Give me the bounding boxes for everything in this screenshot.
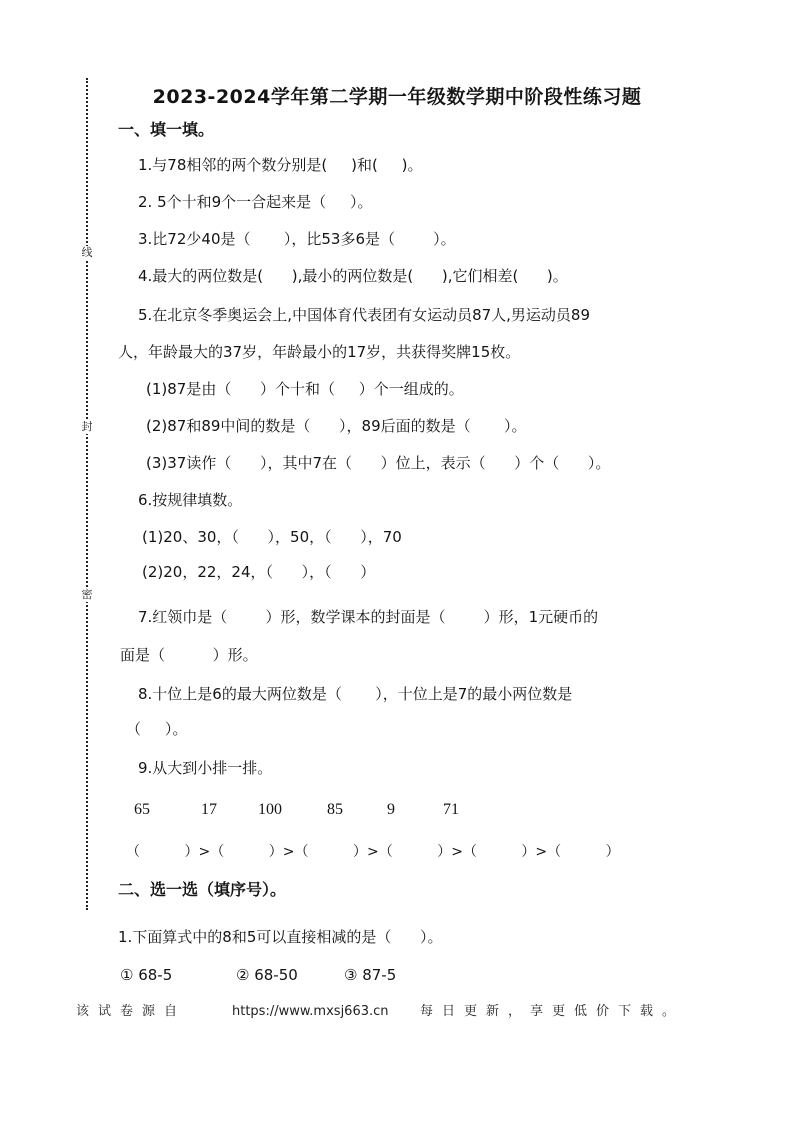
question-9: 9.从大到小排一排。	[138, 759, 273, 777]
section-2-heading: 二、选一选（填序号）。	[118, 880, 287, 899]
binding-line	[86, 78, 88, 910]
section-2-question-1: 1.下面算式中的8和5可以直接相减的是（ ）。	[118, 928, 443, 946]
question-7-line-2: 面是（ ）形。	[120, 646, 258, 664]
binding-char-seal: 封	[81, 420, 93, 433]
question-1: 1.与78相邻的两个数分别是( )和( )。	[138, 156, 423, 174]
question-6: 6.按规律填数。	[138, 491, 243, 509]
question-5-line-2: 人，年龄最大的37岁，年龄最小的17岁，共获得奖牌15枚。	[118, 343, 521, 361]
q9-answer-blanks: （ ）>（ ）>（ ）>（ ）>（ ）>（ ）	[126, 844, 620, 860]
section-1-heading: 一、填一填。	[118, 120, 215, 139]
question-5-sub-1: (1)87是由（ ）个十和（ ）个一组成的。	[146, 380, 464, 398]
question-6-sub-1: (1)20、30，（ ），50，（ ），70	[142, 528, 402, 546]
option-1: ① 68-5	[120, 966, 173, 984]
footer-source-text: 该试卷源自	[76, 1004, 187, 1019]
option-2: ② 68-50	[236, 966, 298, 984]
footer-url: https://www.mxsj663.cn	[232, 1004, 389, 1019]
question-8-line-2: （ ）。	[126, 720, 188, 738]
q9-number: 17	[201, 801, 217, 818]
question-4: 4.最大的两位数是( ),最小的两位数是( ),它们相差( )。	[138, 267, 568, 285]
question-8-line-1: 8.十位上是6的最大两位数是（ ），十位上是7的最小两位数是	[138, 685, 573, 703]
binding-char-secret: 密	[81, 588, 93, 601]
q9-number: 71	[443, 801, 459, 818]
page-title: 2023-2024学年第二学期一年级数学期中阶段性练习题	[152, 86, 642, 108]
q9-number: 85	[327, 801, 343, 818]
question-3: 3.比72少40是（ ），比53多6是（ ）。	[138, 230, 456, 248]
question-5-sub-2: (2)87和89中间的数是（ ），89后面的数是（ ）。	[146, 417, 527, 435]
question-5-line-1: 5.在北京冬季奥运会上,中国体育代表团有女运动员87人,男运动员89	[138, 306, 591, 324]
question-2: 2. 5个十和9个一合起来是（ ）。	[138, 193, 373, 211]
question-6-sub-2: (2)20，22，24，（ ），（ ）	[142, 563, 376, 581]
question-7-line-1: 7.红领巾是（ ）形，数学课本的封面是（ ）形，1元硬币的	[138, 608, 599, 626]
binding-char-line: 线	[81, 246, 93, 259]
q9-number: 65	[134, 801, 150, 818]
q9-number: 100	[258, 801, 282, 818]
question-5-sub-3: (3)37读作（ ），其中7在（ ）位上，表示（ ）个（ ）。	[146, 454, 611, 472]
footer-update-text: 每日更新，享更低价下载。	[420, 1004, 685, 1019]
option-3: ③ 87-5	[344, 966, 397, 984]
q9-number: 9	[387, 801, 395, 818]
